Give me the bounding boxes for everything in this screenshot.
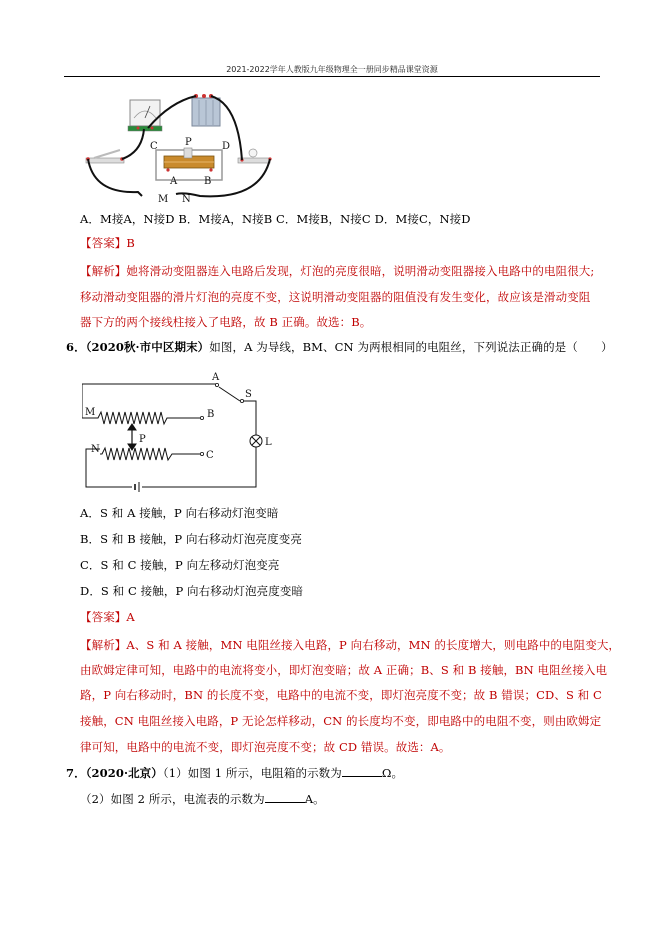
q5-answer: 【答案】B [80,236,135,250]
label-L: L [265,437,272,448]
q6-stem: 如图，A 为导线，BM、CN 为两根相同的电阻丝，下列说法正确的是（ ） [209,340,613,354]
q6-option-b: B．S 和 B 接触，P 向右移动灯泡亮度变亮 [80,532,302,546]
label-N: N [91,444,100,455]
q7-number: 7． [66,766,86,780]
slider-p-arrow-icon [128,424,136,450]
q7-part2-unit: A。 [304,792,325,806]
q6-analysis-line-2: 由欧姆定律可知，电路中的电流将变小，即灯泡变暗；故 A 正确；B、S 和 B 接触，BN 电阻丝接入电 [80,663,608,677]
wires [88,96,270,196]
q6-number: 6． [66,340,86,354]
label-C: C [206,450,214,461]
q7-part2-blank[interactable] [265,792,305,803]
q7-source: （2020·北京） [85,766,163,780]
header-rule [64,76,600,77]
q6-option-a: A．S 和 A 接触，P 向右移动灯泡变暗 [80,506,279,520]
q6-analysis-line-1: 【解析】A、S 和 A 接触，MN 电阻丝接入电路，P 向右移动，MN 的长度增大，则电路中的电阻变大， [80,638,621,652]
label-P: P [139,434,146,445]
q5-options: A．M接A，N接D B．M接A，N接B C．M接B，N接C D．M接C，N接D [80,212,471,226]
q6-option-d: D．S 和 C 接触，P 向右移动灯泡亮度变暗 [80,584,304,598]
q6-option-c: C．S 和 C 接触，P 向左移动灯泡变亮 [80,558,280,572]
switch-icon [86,150,124,163]
q6-stem-line [66,340,613,354]
q5-analysis-line-2: 移动滑动变阻器的滑片灯泡的亮度不变，这说明滑动变阻器的阻值没有发生变化，故应该是滑动变阻 [80,290,591,304]
label-B: B [204,176,212,187]
label-M: M [158,194,169,204]
header-title: 2021-2022学年人教版九年级物理全一册同步精品课堂资源 [226,65,438,74]
label-D: D [222,141,231,152]
q7-line-2 [80,792,325,806]
label-B: B [207,409,215,420]
label-C: C [150,141,158,152]
ammeter-icon [128,100,162,131]
label-N: N [182,194,191,204]
rheostat-icon [156,148,222,180]
q6-analysis-line-3: 路，P 向右移动时，BN 的长度不变，电路中的电流不变，即灯泡亮度不变；故 B 错误；CD、S 和 C [80,688,602,702]
label-A: A [212,372,220,383]
q6-answer: 【答案】A [80,610,135,624]
q5-analysis-line-3: 器下方的两个接线柱接入了电路，故 B 正确。故选：B。 [80,315,372,329]
q5-circuit-figure [80,92,280,204]
q7-line-1 [66,766,403,780]
label-M: M [85,407,96,418]
q6-analysis-line-4: 接触，CN 电阻丝接入电路，P 无论怎样移动，CN 的长度均不变，即电路中的电阻不变，则由欧姆定 [80,714,602,728]
label-A: A [170,176,178,187]
label-S: S [245,389,252,400]
q7-part1-text: （1）如图 1 所示，电阻箱的示数为 [162,766,342,780]
q6-source: （2020秋·市中区期末） [85,340,210,354]
q7-part1-unit: Ω。 [381,766,404,780]
q7-part1-blank[interactable] [342,766,382,777]
q6-circuit-figure [82,370,272,495]
bulb-icon [238,149,272,163]
label-P: P [185,137,192,148]
q7-part2-text: （2）如图 2 所示，电流表的示数为 [80,792,265,806]
q5-analysis-line-1: 【解析】她将滑动变阻器连入电路后发现，灯泡的亮度很暗，说明滑动变阻器接入电路中的电阻很大; [80,264,595,278]
q6-analysis-line-5: 律可知，电路中的电流不变，即灯泡亮度不变；故 CD 错误。故选：A。 [80,740,451,754]
